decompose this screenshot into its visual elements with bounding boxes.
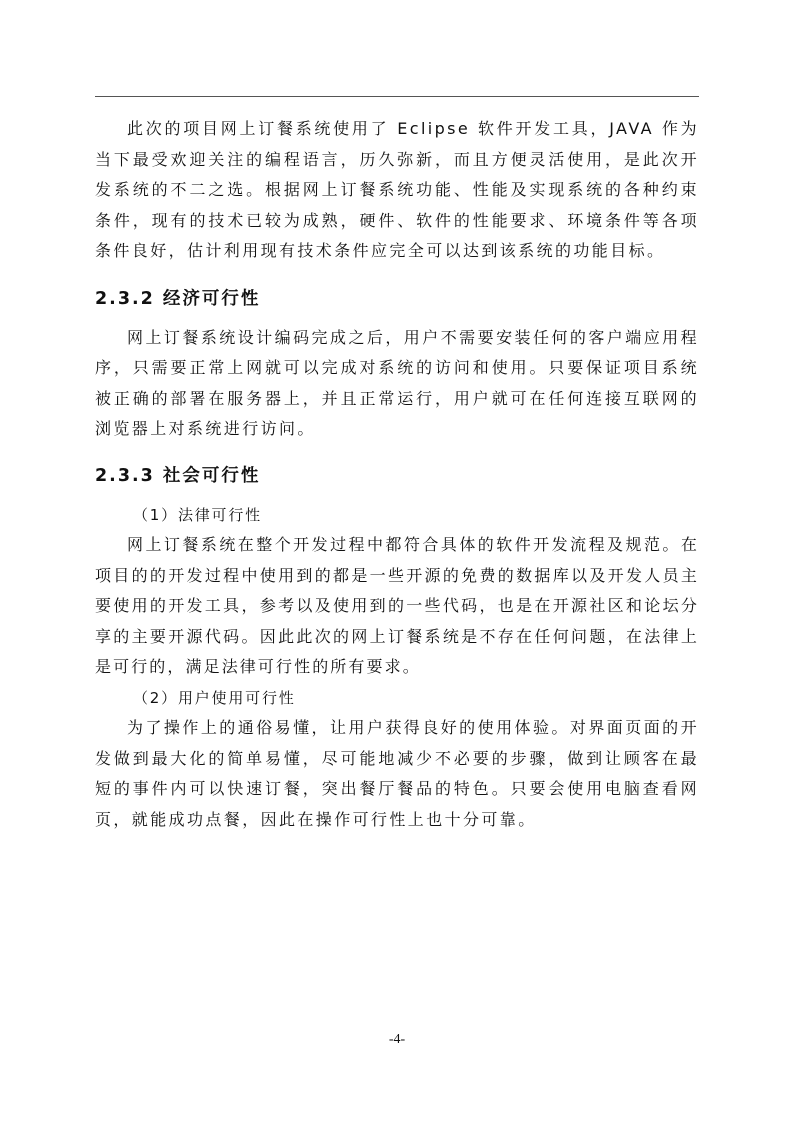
subheading-legal-feasibility: （1）法律可行性	[133, 505, 262, 524]
paragraph-technical-feasibility: 此次的项目网上订餐系统使用了 Eclipse 软件开发工具，JAVA 作为当下最受欢迎关注的编程语言，历久弥新，而且方便灵活使用，是此次开发系统的不二之选。根据网上订餐系统功能、性能及实现系统的各种约束条件，现有的技术已较为成熟，硬件、软件的性能要求、环境条件等各项条件良好，估计利用现有技术条件应完全可以达到该系统的功能目标。	[95, 119, 699, 260]
paragraph-legal-feasibility: 网上订餐系统在整个开发过程中都符合具体的软件开发流程及规范。在项目的的开发过程中使用到的都是一些开源的免费的数据库以及开发人员主要使用的开发工具，参考以及使用到的一些代码，也是在开源社区和论坛分享的主要开源代码。因此此次的网上订餐系统是不存在任何问题，在法律上是可行的，满足法律可行性的所有要求。	[95, 535, 699, 676]
subheading-usability-feasibility: （2）用户使用可行性	[133, 688, 296, 707]
section-heading-social-feasibility: 2.3.3 社会可行性	[95, 465, 261, 486]
header-rule	[95, 96, 699, 97]
section-heading-economic-feasibility: 2.3.2 经济可行性	[95, 288, 261, 309]
paragraph-usability-feasibility: 为了操作上的通俗易懂，让用户获得良好的使用体验。对界面页面的开发做到最大化的简单易懂，尽可能地减少不必要的步骤，做到让顾客在最短的事件内可以快速订餐，突出餐厅餐品的特色。只要会使用电脑查看网页，就能成功点餐，因此在操作可行性上也十分可靠。	[95, 718, 699, 829]
page-content	[95, 114, 699, 835]
page-number: -4-	[388, 1032, 406, 1047]
paragraph-economic-feasibility: 网上订餐系统设计编码完成之后，用户不需要安装任何的客户端应用程序，只需要正常上网就可以完成对系统的访问和使用。只要保证项目系统被正确的部署在服务器上，并且正常运行，用户就可在任何连接互联网的浏览器上对系统进行访问。	[95, 327, 699, 438]
